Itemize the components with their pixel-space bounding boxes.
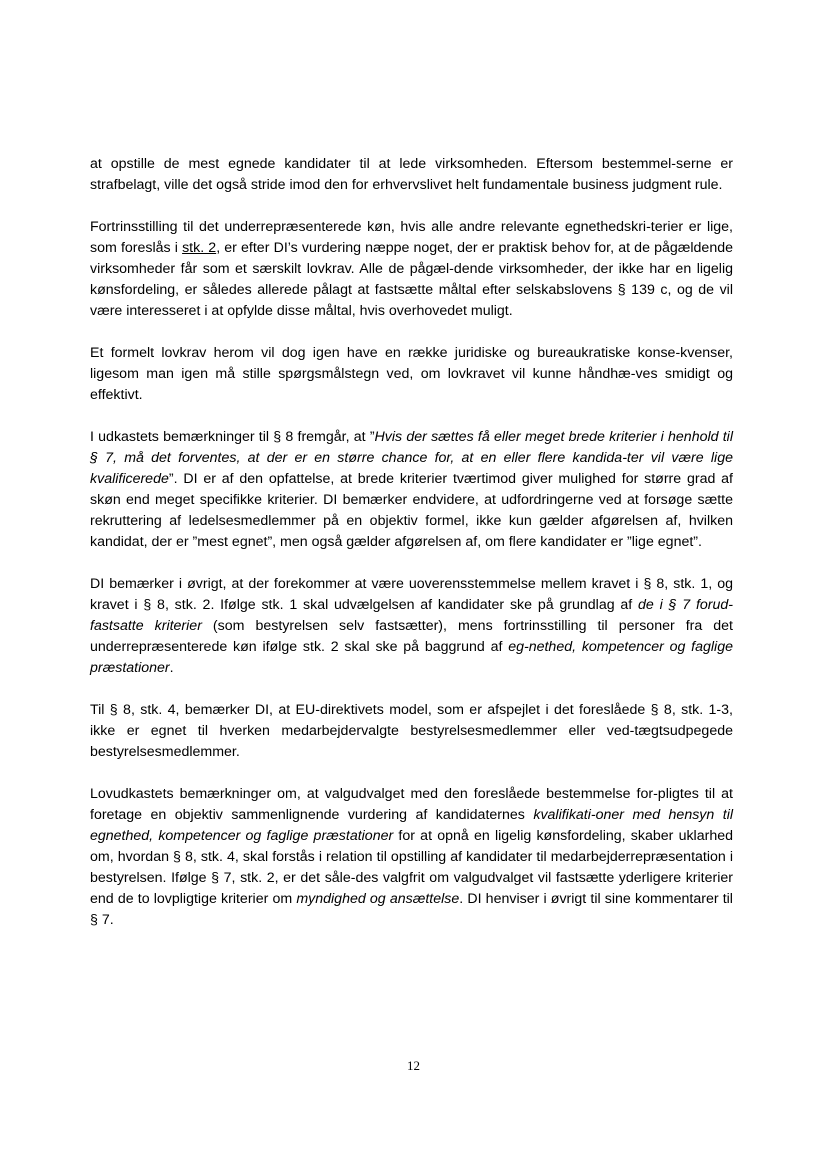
paragraph-text: Lovudkastets bemærkninger om, at valgudvalget med den foreslåede bestemmelse for-pligtes til at foretage en objektiv sammenlignende vurdering af kandidaternes <box>90 786 733 823</box>
paragraph-text: Til § 8, stk. 4, bemærker DI, at EU-direktivets model, som er afspejlet i det foreslåede § 8, stk. 1-3, ikke er egnet til hverken medarbejdervalgte bestyrelsesmedlemmer eller ved-tægtsudpegede bestyrelsesmedlemmer. <box>90 702 733 760</box>
paragraph <box>90 427 733 553</box>
underlined-reference: stk. 2 <box>182 240 217 256</box>
paragraph-text: DI bemærker i øvrigt, at der forekommer at være uoverensstemmelse mellem kravet i § 8, stk. 1, og kravet i § 8, stk. 2. Ifølge stk. 1 skal udvælgelsen af kandidater ske på grundlag af <box>90 576 733 613</box>
paragraph-text: at opstille de mest egnede kandidater til at lede virksomheden. Eftersom bestemmel-serne er strafbelagt, ville det også stride imod den for erhvervslivet helt fundamentale business judgment rule. <box>90 156 733 193</box>
page-number: 12 <box>407 1058 420 1073</box>
italic-text: Hvis der sættes få eller meget brede kriterier i henhold til § 7, må det forventes, at der er en større chance for, at en eller flere kandida-ter vil være lige kvalificerede <box>90 429 733 487</box>
italic-text: myndighed og ansættelse <box>296 891 460 907</box>
italic-text: de i § 7 forud-fastsatte kriterier <box>90 597 734 634</box>
paragraph-text: (som bestyrelsen selv fastsætter), mens fortrinsstilling til personer fra det underrepræsenterede køn ifølge stk. 2 skal ske på baggrund af <box>90 618 733 655</box>
paragraph <box>90 700 733 763</box>
paragraph-text: Fortrinsstilling til det underrepræsenterede køn, hvis alle andre relevante egnethedskri-terier er lige, som foreslås i <box>90 219 733 256</box>
paragraph <box>90 217 733 322</box>
document-body <box>90 154 733 952</box>
paragraph-text: Et formelt lovkrav herom vil dog igen have en række juridiske og bureaukratiske konse-kvenser, ligesom man igen må stille spørgsmålstegn ved, om lovkravet vil kunne håndhæ-ves smidigt og effektivt. <box>90 345 733 403</box>
paragraph-text: I udkastets bemærkninger til § 8 fremgår, at ” <box>90 429 375 445</box>
paragraph-text: for at opnå en ligelig kønsfordeling, skaber uklarhed om, hvordan § 8, stk. 4, skal forstås i relation til opstilling af kandidater til medarbejderrepræsentation i bestyrelsen. Ifølge § 7, stk. 2, er det såle-des valgfrit om valgudvalget vil fastsætte yderligere kriterier end de to lovpligtige kriterier om <box>90 828 733 907</box>
italic-text: kvalifikati-oner med hensyn til egnethed, kompetencer og faglige præstationer <box>90 807 733 844</box>
italic-text: eg-nethed, kompetencer og faglige præstationer <box>90 639 733 676</box>
paragraph-text: , er efter DI’s vurdering næppe noget, der er praktisk behov for, at de pågældende virksomheder får som et særskilt lovkrav. Alle de pågæl-dende virksomheder, der ikke har en ligelig kønsfordeling, er således allerede pålagt at fastsætte måltal efter selskabslovens § 139 c, og de vil være interesseret i at opfylde disse måltal, hvis overhovedet muligt. <box>90 240 733 319</box>
paragraph-text: . DI henviser i øvrigt til sine kommentarer til § 7. <box>90 891 733 928</box>
paragraph-text: . <box>169 660 174 676</box>
paragraph <box>90 343 733 406</box>
paragraph <box>90 574 733 679</box>
paragraph-text: ”. DI er af den opfattelse, at brede kriterier tværtimod giver mulighed for større grad af skøn end meget specifikke kriterier. DI bemærker endvidere, at udfordringerne ved at forsøge sætte rekruttering af ledelsesmedlemmer på en objektiv formel, ikke kun gælder afgørelsen af, hvilken kandidat, der er ”mest egnet”, men også gælder afgørelsen af, om flere kandidater er ”lige egnet”. <box>90 471 733 550</box>
paragraph <box>90 784 733 931</box>
paragraph <box>90 154 733 196</box>
